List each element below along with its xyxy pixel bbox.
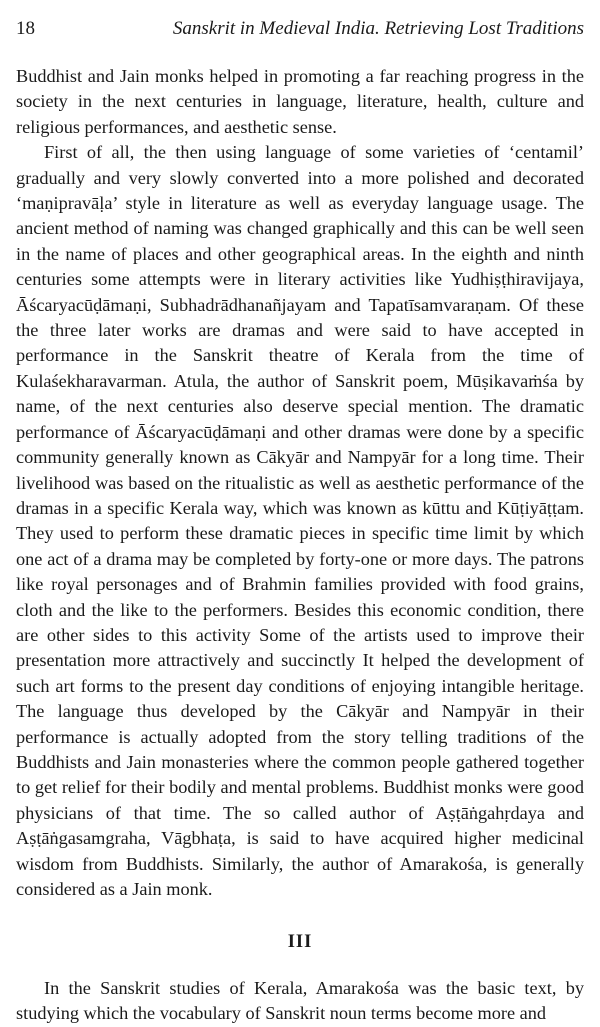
section-heading: III	[287, 932, 313, 953]
page-header	[16, 18, 584, 44]
page-body	[16, 64, 584, 1027]
running-title: Sanskrit in Medieval India. Retrieving Lost Traditions	[172, 18, 584, 39]
page-number: 18	[16, 18, 35, 39]
paragraph-3: In the Sanskrit studies of Kerala, Amarakośa was the basic text, by studying which the vocabulary of Sanskrit noun terms become more and	[16, 977, 584, 1024]
paragraph-1: Buddhist and Jain monks helped in promoting a far reaching progress in the society in the next centuries in language, literature, health, culture and religious performances, and aesthetic sense.	[16, 66, 584, 137]
paragraph-2: First of all, the then using language of some varieties of ‘centamil’ gradually and very slowly converted into a more polished and decorated ‘maṇipravāḷa’ style in literature as well as everyday language usage. The ancient method of naming was changed graphically and this can be well seen in the name of places and other geographical areas. In the eighth and ninth centuries some attempts were in literary activities like Yudhiṣṭhiravijaya, Āścaryacūḍāmaṇi, Subhadrādhanañjayam and Tapatīsamvaraṇam. Of these the three later works are dramas and were said to have accepted in performance in the Sanskrit theatre of Kerala from the time of Kulaśekharavarman. Atula, the author of Sanskrit poem, Mūṣikavaṁśa by name, of the next centuries also deserve special mention. The dramatic performance of Āścaryacūḍāmaṇi and other dramas were done by a specific community generally known as Cākyār and Nampyār for a long time. Their livelihood was based on the ritualistic as well as aesthetic performance of the dramas in a specific Kerala way, which was known as kūttu and Kūṭiyāṭṭam. They used to perform these dramatic pieces in specific time limit by which one act of a drama may be completed by forty-one or more days. The patrons like royal personages and of Brahmin families provided with food grains, cloth and the like to the performers. Besides this economic condition, there are other sides to this activity Some of the artists used to improve their presentation more attractively and succinctly It helped the development of such art forms to the present day conditions of enjoying intangible heritage. The language thus developed by the Cākyār and Nampyār in their performance is actually adopted from the story telling traditions of the Buddhists and Jain monasteries where the common people gathered together to get relief for their bodily and mental problems. Buddhist monks were good physicians of that time. The so called author of Aṣṭāṅgahṛdaya and Aṣṭāṅgasamgraha, Vāgbhaṭa, is said to have acquired higher medicinal wisdom from Buddhists. Similarly, the author of Amarakośa, is generally considered as a Jain monk.	[16, 142, 584, 899]
